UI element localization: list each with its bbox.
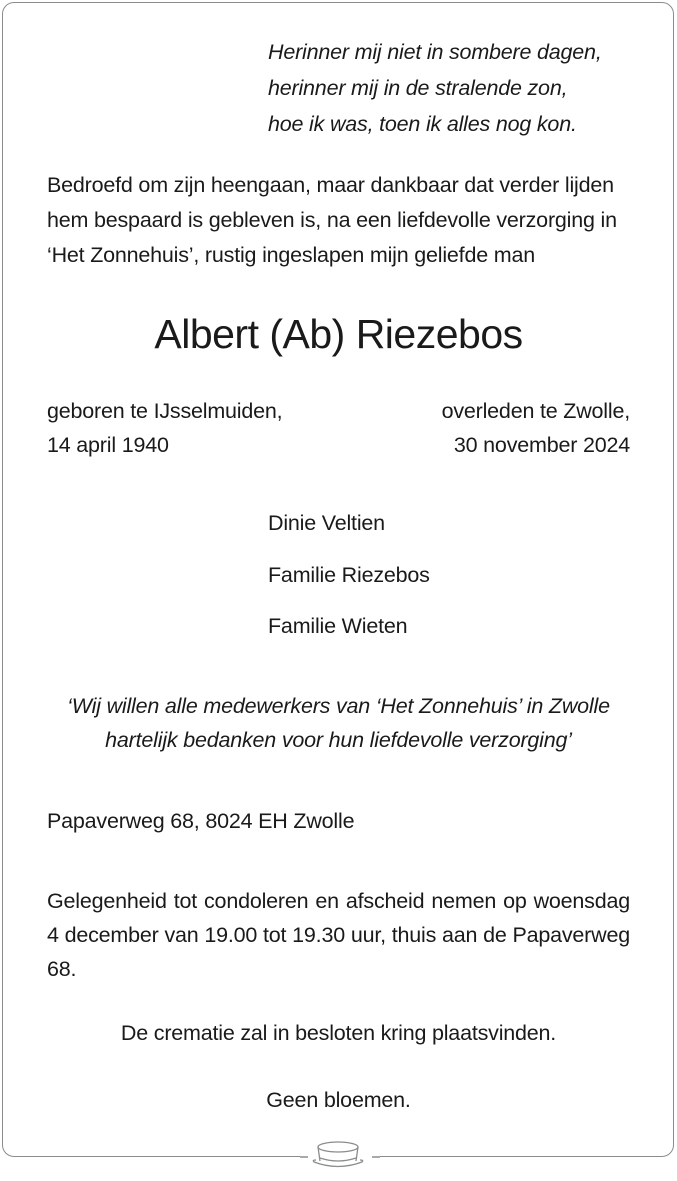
poem-line-1: Herinner mij niet in sombere dagen,: [268, 40, 602, 64]
thanks-line-1: ‘Wij willen alle medewerkers van ‘Het Zonnehuis’ in Zwolle: [67, 694, 610, 718]
poem: [268, 34, 602, 142]
family-member: Familie Wieten: [268, 614, 408, 638]
birth-info: [47, 394, 282, 462]
thanks-line-2: hartelijk bedanken voor hun liefdevolle verzorging’: [105, 728, 572, 752]
family-member: Familie Riezebos: [268, 563, 430, 587]
birth-place: geboren te IJsselmuiden,: [47, 399, 283, 423]
cremation-info: De crematie zal in besloten kring plaatsvinden.: [120, 1021, 557, 1045]
death-info: [442, 394, 630, 462]
deceased-name: Albert (Ab) Riezebos: [154, 311, 523, 357]
family-member: Dinie Veltien: [268, 511, 385, 535]
top-hat-icon: [300, 1138, 380, 1174]
poem-line-3: hoe ik was, toen ik alles nog kon.: [268, 112, 577, 136]
intro-line-2: hem bespaard is gebleven is, na een liefdevolle verzorging in: [47, 208, 617, 232]
no-flowers-note: Geen bloemen.: [266, 1088, 411, 1112]
thanks-quote: [0, 689, 677, 757]
intro-line-1: Bedroefd om zijn heengaan, maar dankbaar dat verder lijden: [47, 173, 614, 197]
condolence-info: Gelegenheid tot condoleren en afscheid nemen op woensdag 4 december van 19.00 tot 19.30 uur, thuis aan de Papaverweg 68.: [47, 889, 630, 981]
address: Papaverweg 68, 8024 EH Zwolle: [47, 809, 355, 833]
death-date: 30 november 2024: [453, 433, 630, 457]
birth-date: 14 april 1940: [47, 433, 169, 457]
intro-line-3: ‘Het Zonnehuis’, rustig ingeslapen mijn geliefde man: [47, 243, 535, 267]
intro-text: [47, 168, 617, 273]
death-place: overleden te Zwolle,: [441, 399, 630, 423]
poem-line-2: herinner mij in de stralende zon,: [268, 76, 568, 100]
